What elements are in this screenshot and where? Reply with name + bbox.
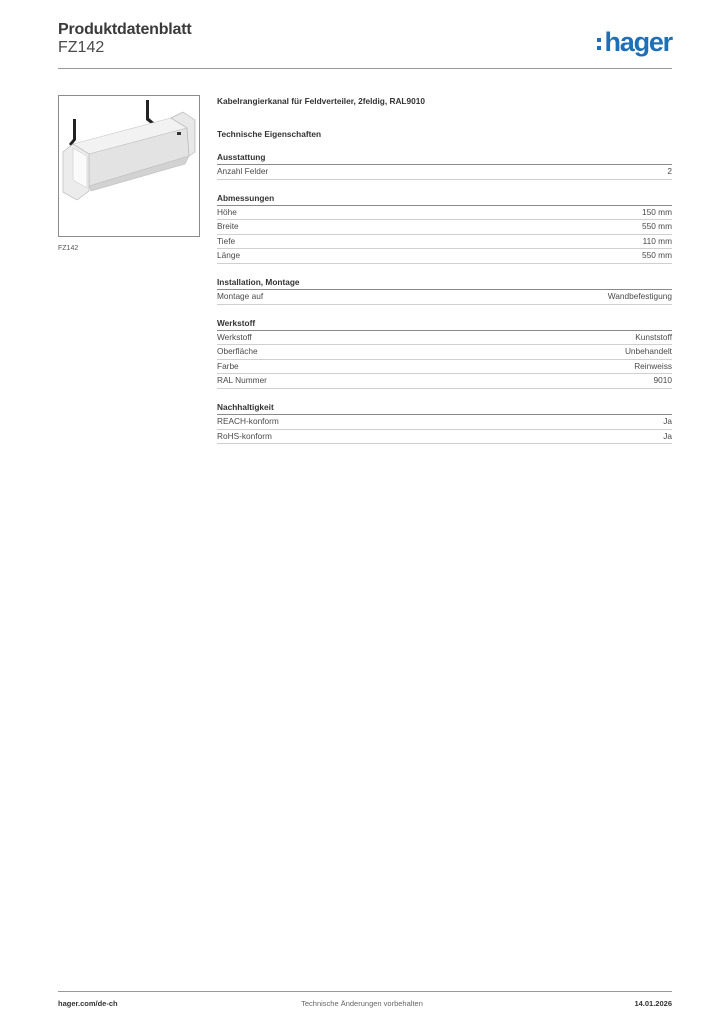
product-code: FZ142 [58,39,105,56]
row-label: Tiefe [217,235,236,246]
row-value: 9010 [653,375,672,386]
row-label: RoHS-konform [217,430,272,441]
row-label: Anzahl Felder [217,166,269,176]
section-title: Installation, Montage [217,277,672,290]
footer-date: 14.01.2026 [634,999,672,1008]
cable-duct-illustration [59,96,199,236]
row-value: 150 mm [642,206,672,217]
row-label: Werkstoff [217,331,252,342]
page-title: Produktdatenblatt [58,21,192,38]
table-row [217,220,672,235]
row-value: Unbehandelt [624,346,672,357]
table-row [217,331,672,346]
product-description: Kabelrangierkanal für Feldverteiler, 2feldig, RAL9010 [217,96,425,106]
header-divider [58,68,672,69]
table-row [217,235,672,250]
section-ausstattung [217,152,672,180]
row-value: Kunststoff [635,331,672,342]
row-label: Länge [217,250,241,261]
row-label: RAL Nummer [217,375,267,386]
footer-website-link[interactable]: hager.com/de-ch [58,999,118,1008]
table-row [217,206,672,221]
section-title: Abmessungen [217,193,672,206]
row-value: 550 mm [642,250,672,261]
table-row [217,345,672,360]
product-image [58,95,200,237]
row-label: Höhe [217,206,237,217]
row-value: 2 [667,166,672,176]
table-row [217,290,672,305]
section-nachhaltigkeit [217,402,672,444]
row-label: Farbe [217,360,239,371]
row-label: Oberfläche [217,346,258,357]
row-label: Montage auf [217,290,264,301]
footer-divider [58,991,672,992]
product-details [217,96,672,444]
technical-properties-heading: Technische Eigenschaften [217,129,322,139]
table-row [217,374,672,389]
row-value: Reinweiss [634,360,672,371]
table-row [217,249,672,264]
section-title: Werkstoff [217,318,672,331]
footer-disclaimer: Technische Änderungen vorbehalten [301,999,423,1008]
row-value: Ja [663,430,672,441]
logo-text: hager [604,26,672,57]
row-label: Breite [217,221,239,232]
hager-logo [597,28,672,56]
row-value: 110 mm [642,235,672,246]
table-row [217,165,672,180]
row-value: 550 mm [642,221,672,232]
row-value: Wandbefestigung [607,290,672,301]
section-abmessungen [217,193,672,264]
table-row [217,430,672,445]
image-caption: FZ142 [58,245,79,252]
table-row [217,415,672,430]
section-title: Nachhaltigkeit [217,402,672,415]
row-label: REACH-konform [217,415,279,426]
section-installation [217,277,672,305]
row-value: Ja [663,415,672,426]
logo-dots-icon [597,38,601,50]
section-werkstoff [217,318,672,389]
section-title: Ausstattung [217,152,672,165]
table-row [217,360,672,375]
